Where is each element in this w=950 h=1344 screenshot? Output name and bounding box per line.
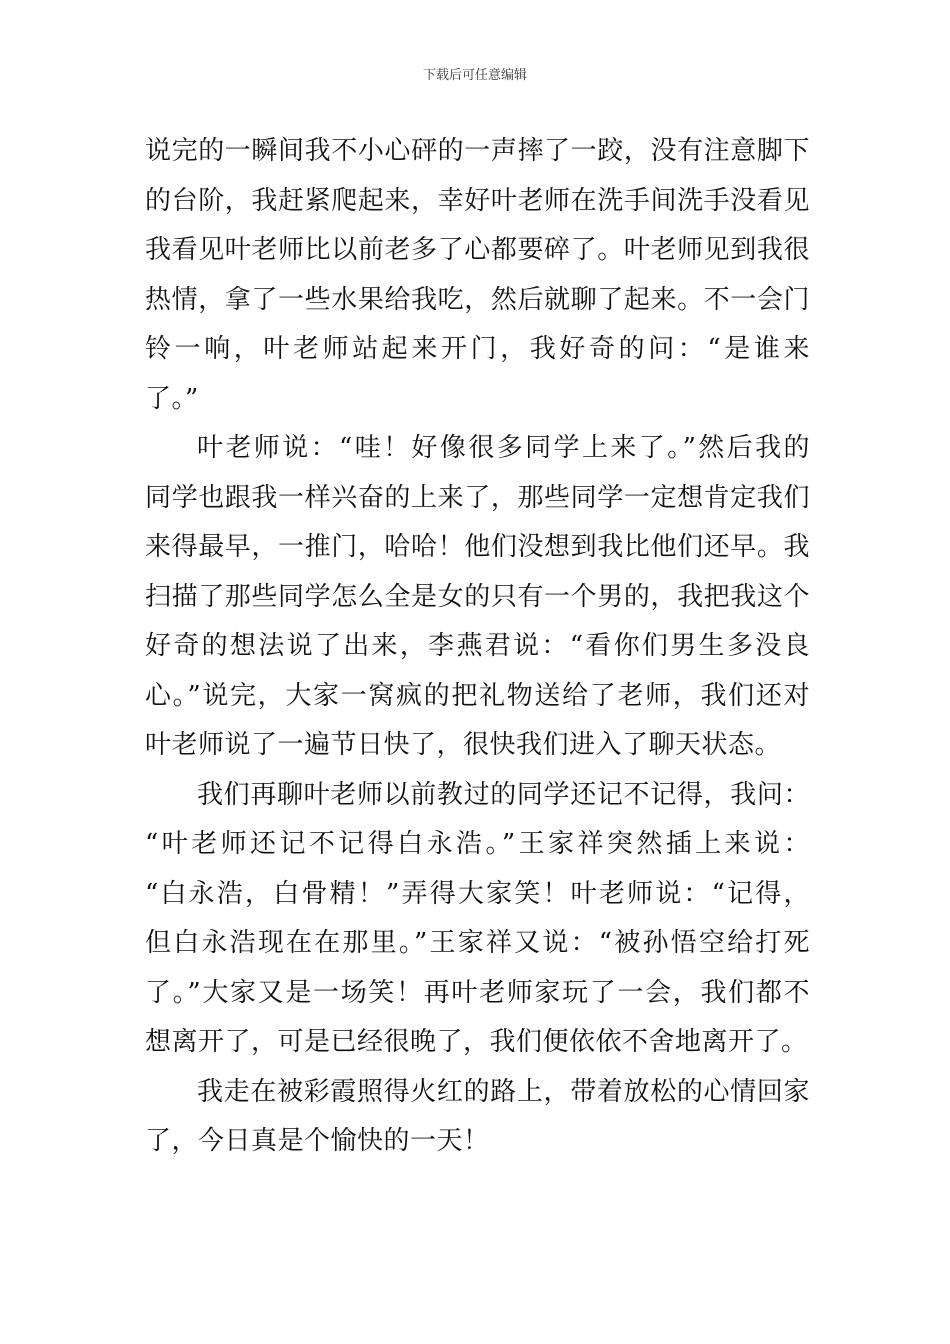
text-line: 了。” (145, 383, 199, 414)
text-line: 同学也跟我一样兴奋的上来了，那些同学一定想肯定我们 (145, 482, 810, 513)
text-line: 心。”说完，大家一窝疯的把礼物送给了老师，我们还对 (145, 680, 810, 711)
text-line: 了，今日真是个愉快的一天！ (145, 1126, 490, 1156)
essay-body (145, 127, 810, 1167)
text-line: 来得最早，一推门，哈哈！他们没想到我比他们还早。我 (145, 532, 810, 562)
text-line: 好奇的想法说了出来，李燕君说：“看你们男生多没良 (145, 631, 810, 661)
text-line: 铃一响，叶老师站起来开门，我好奇的问：“是谁来 (145, 334, 810, 364)
text-line: 的台阶，我赶紧爬起来，幸好叶老师在洗手间洗手没看见 (145, 185, 810, 216)
text-line: “白永浩，白骨精！”弄得大家笑！叶老师说：“记得， (145, 878, 810, 909)
text-line: 叶老师说了一遍节日快了，很快我们进入了聊天状态。 (145, 730, 782, 760)
page-header: 下载后可任意编辑 (422, 68, 527, 83)
text-line: “叶老师还记不记得白永浩。”王家祥突然插上来说： (145, 829, 810, 859)
text-line: 说完的一瞬间我不小心砰的一声摔了一跤，没有注意脚下 (145, 136, 810, 166)
paragraph-start-line: 我走在被彩霞照得火红的路上，带着放松的心情回家 (197, 1076, 810, 1107)
text-line: 了。”大家又是一场笑！再叶老师家玩了一会，我们都不 (145, 977, 810, 1008)
text-line: 我看见叶老师比以前老多了心都要碎了。叶老师见到我很 (145, 235, 810, 265)
text-line: 扫描了那些同学怎么全是女的只有一个男的，我把我这个 (145, 581, 810, 612)
text-line: 想离开了，可是已经很晚了，我们便依依不舍地离开了。 (145, 1027, 808, 1057)
paragraph-start-line: 叶老师说：“哇！好像很多同学上来了。”然后我的 (197, 433, 810, 463)
paragraph-start-line: 我们再聊叶老师以前教过的同学还记不记得，我问： (197, 779, 810, 810)
text-line: 但白永浩现在在那里。”王家祥又说：“被孙悟空给打死 (145, 928, 810, 958)
text-line: 热情，拿了一些水果给我吃，然后就聊了起来。不一会门 (145, 284, 810, 315)
